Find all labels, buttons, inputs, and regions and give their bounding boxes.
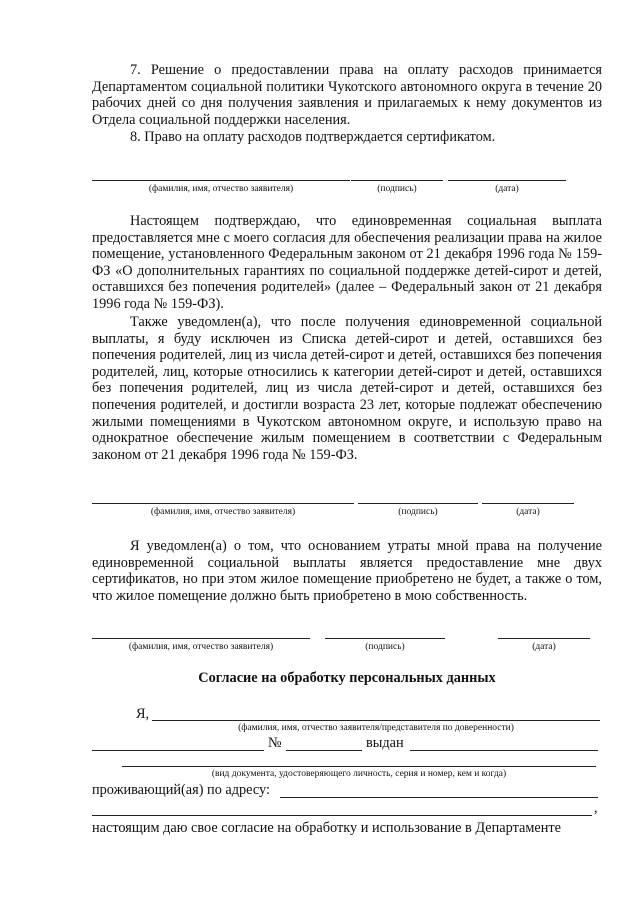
document-number-field[interactable] <box>286 750 362 751</box>
caption-date-3: (дата) <box>532 642 556 652</box>
signature-line-name-2[interactable] <box>92 503 354 504</box>
issued-label: выдан <box>366 735 404 751</box>
signature-line-name-3[interactable] <box>92 638 310 639</box>
signature-line-name-1[interactable] <box>92 180 350 181</box>
caption-date-2: (дата) <box>516 507 540 517</box>
caption-name-2: (фамилия, имя, отчество заявителя) <box>150 507 296 517</box>
caption-date-1: (дата) <box>495 184 519 194</box>
paragraph-confirmation: Настоящем подтверждаю, что единовременная социальная выплата предоставляется мне с моего согласия для обеспечения реализации права на жилое помещение, установленного Федеральным законом от 21 декабря 1996 года № 159-ФЗ «О дополнительных гарантиях по социальной поддержке детей-сирот и детей, оставшихся без попечения родителей» (далее – Федеральный закон от 21 декабря 1996 года № 159-ФЗ). <box>92 213 602 312</box>
address-field-1[interactable] <box>280 797 598 798</box>
number-label: № <box>268 735 282 751</box>
signature-line-date-2[interactable] <box>482 503 574 504</box>
signature-line-signature-1[interactable] <box>351 180 443 181</box>
paragraph-notified: Также уведомлен(а), что после получения единовременной социальной выплаты, я буду исключен из Списка детей-сирот и детей, оставшихся без попечения родителей, лиц из числа детей-сирот и детей, оставшихся без попечения родителей, лиц, которые относились к категории детей-сирот и детей, оставшихся без попечения родителей, лиц из числа детей-сирот и детей, оставшихся без попечения родителей, и достигли возраста 23 лет, которые подлежат обеспечению жилыми помещениями в Чукотском автономном округе, и использую право на однократное обеспечение жилым помещением в соответствии с Федеральным законом от 21 декабря 1996 года № 159-ФЗ. <box>92 314 602 463</box>
address-field-2[interactable] <box>92 815 592 816</box>
paragraph-item-8: 8. Право на оплату расходов подтверждается сертификатом. <box>130 129 496 145</box>
address-comma: , <box>594 800 598 816</box>
signature-line-date-3[interactable] <box>498 638 590 639</box>
signature-line-signature-3[interactable] <box>325 638 445 639</box>
document-details-field[interactable] <box>122 766 596 767</box>
address-label: проживающий(ая) по адресу: <box>92 782 270 798</box>
document-caption: (вид документа, удостоверяющего личность, серия и номер, кем и когда) <box>211 769 507 779</box>
caption-name-3: (фамилия, имя, отчество заявителя) <box>128 642 274 652</box>
paragraph-loss-of-right: Я уведомлен(а) о том, что основанием утраты мной права на получение единовременной социальной выплаты является предоставление мне двух сертификатов, но при этом жилое помещение приобретено не будет, а также о том, что жилое помещение должно быть приобретено в мою собственность. <box>92 538 602 604</box>
paragraph-item-7: 7. Решение о предоставлении права на оплату расходов принимается Департаментом социальной политики Чукотского автономного округа в течение 20 рабочих дней со дня получения заявления и прилагаемых к нему документов из Отдела социальной поддержки населения. <box>92 62 602 128</box>
signature-line-date-1[interactable] <box>448 180 566 181</box>
consent-title: Согласие на обработку персональных данных <box>198 670 496 686</box>
document-type-field[interactable] <box>92 750 264 751</box>
caption-signature-2: (подпись) <box>398 507 438 517</box>
consent-last-line: настоящим даю свое согласие на обработку и использование в Департаменте <box>92 820 562 836</box>
signature-line-signature-2[interactable] <box>358 503 478 504</box>
caption-signature-1: (подпись) <box>377 184 417 194</box>
consent-i-label: Я, <box>136 706 150 722</box>
caption-signature-3: (подпись) <box>365 642 405 652</box>
consent-name-caption: (фамилия, имя, отчество заявителя/представителя по доверенности) <box>238 723 514 733</box>
consent-name-field[interactable] <box>152 720 600 721</box>
caption-name-1: (фамилия, имя, отчество заявителя) <box>148 184 294 194</box>
issued-by-field[interactable] <box>410 750 598 751</box>
